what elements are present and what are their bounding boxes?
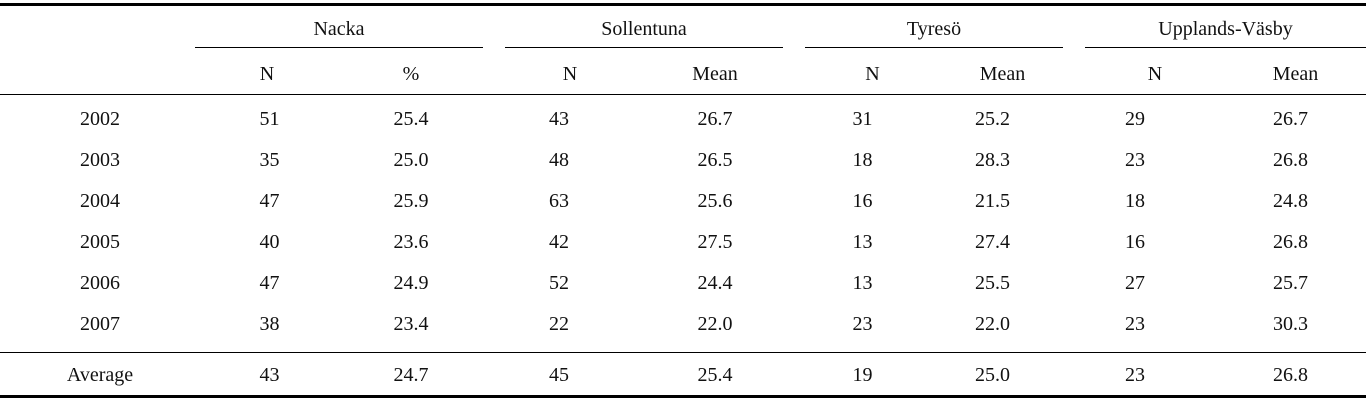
table-cell: 48 bbox=[549, 148, 569, 171]
table-cell: 27 bbox=[1125, 271, 1145, 294]
table-cell: 23 bbox=[1125, 312, 1145, 335]
table-row bbox=[0, 303, 1366, 344]
table-cell: 28.3 bbox=[975, 148, 1010, 171]
row-label: 2003 bbox=[80, 148, 120, 171]
group-underline-tyreso bbox=[805, 47, 1063, 48]
table-cell: 23 bbox=[852, 312, 873, 335]
table-cell: 25.2 bbox=[975, 107, 1010, 130]
row-label: 2002 bbox=[80, 107, 120, 130]
table-cell: 35 bbox=[259, 148, 280, 171]
table-row bbox=[0, 180, 1366, 221]
table-cell: 38 bbox=[259, 312, 280, 335]
column-header: N bbox=[865, 63, 880, 85]
average-rule bbox=[0, 352, 1366, 353]
table-cell: 43 bbox=[259, 363, 280, 386]
table-cell: 23.6 bbox=[393, 230, 429, 253]
table-cell: 26.5 bbox=[697, 148, 733, 171]
group-header-sollentuna: Sollentuna bbox=[601, 18, 687, 40]
row-label: 2005 bbox=[80, 230, 120, 253]
group-header-upplands-vasby: Upplands-Väsby bbox=[1158, 18, 1293, 40]
table-top-rule bbox=[0, 3, 1366, 6]
group-underline-sollentuna bbox=[505, 47, 783, 48]
table-cell: 43 bbox=[549, 107, 569, 130]
table-cell: 24.9 bbox=[393, 271, 429, 294]
table-cell: 21.5 bbox=[975, 189, 1010, 212]
table-cell: 24.8 bbox=[1273, 189, 1308, 212]
table-cell: 18 bbox=[852, 148, 873, 171]
table-cell: 30.3 bbox=[1273, 312, 1308, 335]
table-cell: 40 bbox=[259, 230, 280, 253]
table-cell: 26.8 bbox=[1273, 148, 1308, 171]
table-cell: 22.0 bbox=[975, 312, 1010, 335]
table-cell: 25.5 bbox=[975, 271, 1010, 294]
table-cell: 25.0 bbox=[393, 148, 429, 171]
column-header: N bbox=[259, 63, 275, 85]
column-header: Mean bbox=[979, 63, 1026, 85]
table-bottom-rule bbox=[0, 395, 1366, 398]
table-cell: 27.5 bbox=[697, 230, 733, 253]
group-underline-nacka bbox=[195, 47, 483, 48]
table-cell: 26.8 bbox=[1273, 230, 1308, 253]
table-cell: 23 bbox=[1125, 148, 1145, 171]
table-row bbox=[0, 98, 1366, 139]
group-header-tyreso: Tyresö bbox=[906, 18, 962, 40]
table-cell: 42 bbox=[549, 230, 569, 253]
table-cell: 23.4 bbox=[393, 312, 429, 335]
column-header: N bbox=[1147, 63, 1163, 85]
table-cell: 25.6 bbox=[697, 189, 733, 212]
table-cell: 26.7 bbox=[697, 107, 733, 130]
table-row bbox=[0, 262, 1366, 303]
table-cell: 13 bbox=[852, 230, 873, 253]
table-cell: 47 bbox=[259, 271, 280, 294]
column-header: N bbox=[562, 63, 578, 85]
table-cell: 18 bbox=[1125, 189, 1145, 212]
table-cell: 22 bbox=[549, 312, 569, 335]
table-cell: 22.0 bbox=[697, 312, 733, 335]
table-cell: 16 bbox=[852, 189, 873, 212]
table-cell: 25.0 bbox=[975, 363, 1010, 386]
table-cell: 31 bbox=[852, 107, 873, 130]
group-underline-upplands-vasby bbox=[1085, 47, 1366, 48]
table-cell: 24.7 bbox=[393, 363, 429, 386]
row-label: 2007 bbox=[80, 312, 120, 335]
column-header: % bbox=[402, 63, 420, 85]
column-header: Mean bbox=[692, 63, 738, 85]
column-header: Mean bbox=[1272, 63, 1319, 85]
table-cell: 25.9 bbox=[393, 189, 429, 212]
group-header-nacka: Nacka bbox=[313, 18, 365, 40]
table-cell: 25.4 bbox=[393, 107, 429, 130]
row-label: Average bbox=[66, 363, 134, 386]
table-cell: 13 bbox=[852, 271, 873, 294]
table-cell: 24.4 bbox=[697, 271, 733, 294]
row-label: 2006 bbox=[80, 271, 120, 294]
header-rule bbox=[0, 94, 1366, 95]
table-cell: 26.8 bbox=[1273, 363, 1308, 386]
table-cell: 29 bbox=[1125, 107, 1145, 130]
table-row bbox=[0, 139, 1366, 180]
table-cell: 63 bbox=[549, 189, 569, 212]
table-cell: 47 bbox=[259, 189, 280, 212]
row-label: 2004 bbox=[80, 189, 120, 212]
table-cell: 27.4 bbox=[975, 230, 1010, 253]
table-cell: 16 bbox=[1125, 230, 1145, 253]
average-table bbox=[0, 355, 1366, 395]
table-cell: 23 bbox=[1125, 363, 1145, 386]
table-row bbox=[0, 221, 1366, 262]
table-cell: 45 bbox=[549, 363, 569, 386]
table-cell: 51 bbox=[259, 107, 280, 130]
table-body bbox=[0, 98, 1366, 344]
table-cell: 52 bbox=[549, 271, 569, 294]
table-cell: 19 bbox=[852, 363, 873, 386]
table-cell: 25.4 bbox=[697, 363, 733, 386]
average-row bbox=[0, 355, 1366, 395]
table-cell: 26.7 bbox=[1273, 107, 1308, 130]
table-cell: 25.7 bbox=[1273, 271, 1308, 294]
